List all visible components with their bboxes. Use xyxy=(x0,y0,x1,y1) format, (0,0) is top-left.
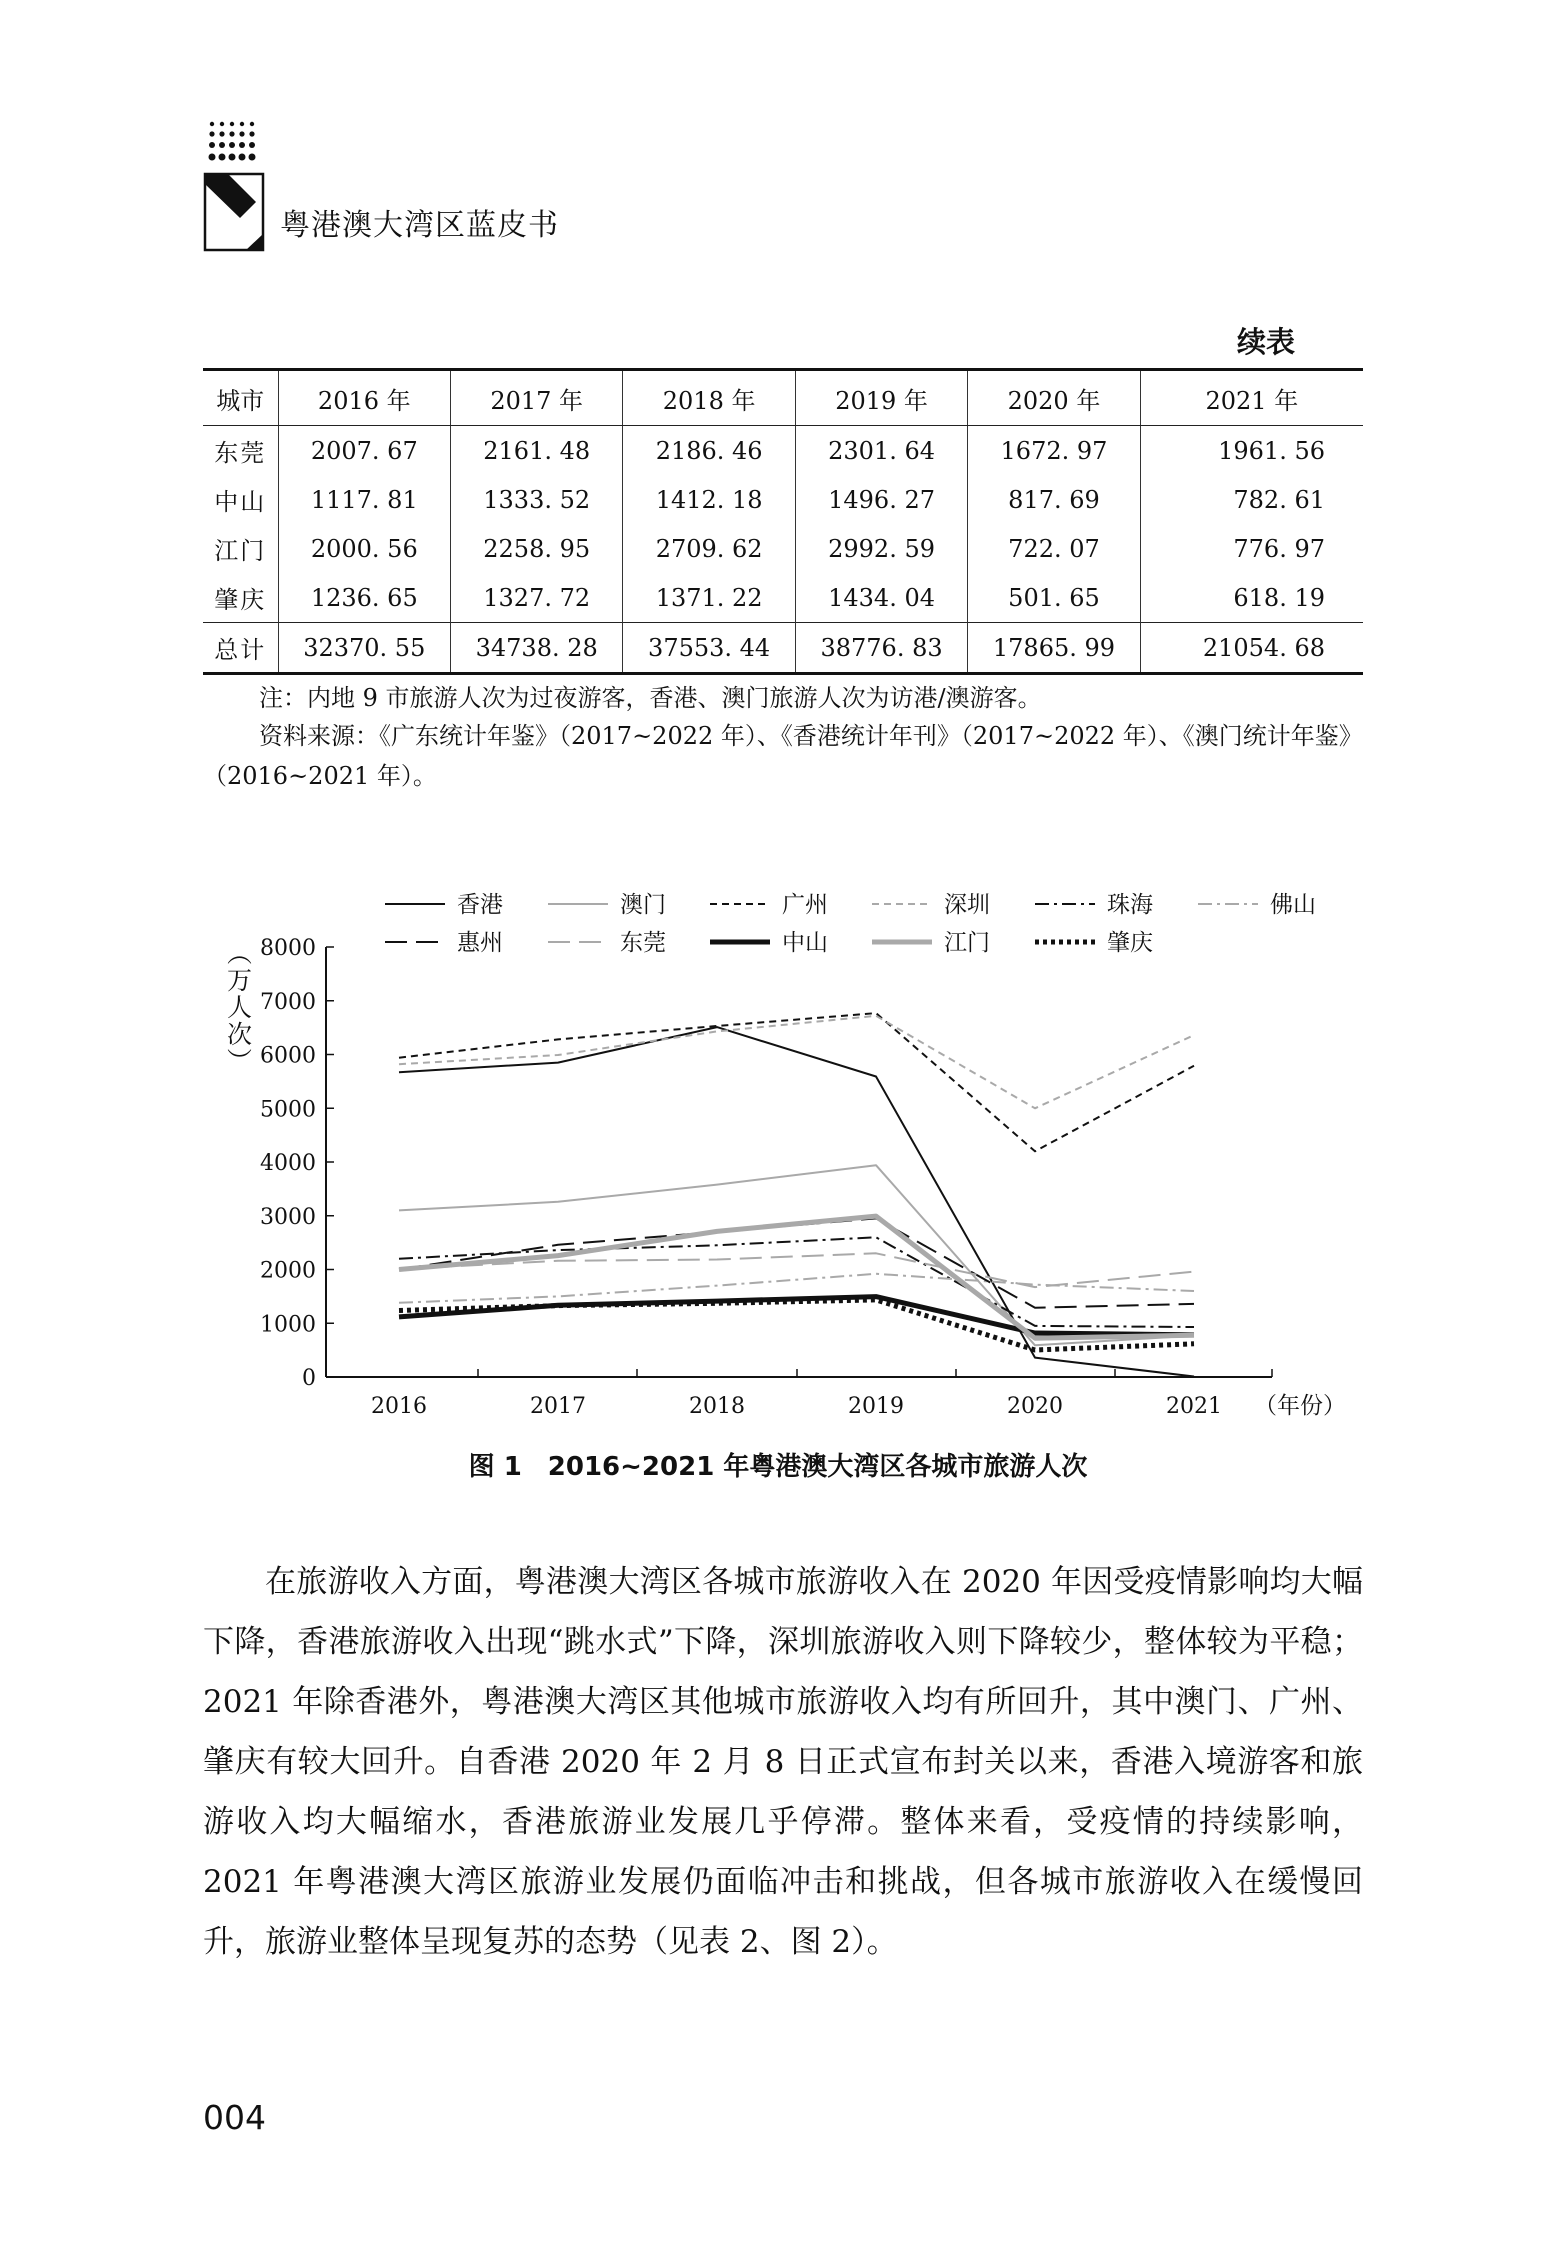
table-cell: 32370. 55 xyxy=(278,623,450,674)
table-cell: 江门 xyxy=(214,537,267,565)
tourism-line-chart xyxy=(200,870,1360,1430)
y-tick-label: 6000 xyxy=(260,1043,316,1069)
table-cell: 1672. 97 xyxy=(968,426,1140,476)
legend-label: 深圳 xyxy=(944,892,990,918)
book-title: 粤港澳大湾区蓝皮书 xyxy=(280,208,559,243)
x-tick-label: 2017 xyxy=(530,1394,586,1419)
table-cell: 2301. 64 xyxy=(795,426,967,476)
y-tick-label: 4000 xyxy=(260,1151,316,1176)
table-cell: 38776. 83 xyxy=(795,623,967,674)
legend-label: 中山 xyxy=(782,930,828,956)
col-header-2016: 2016 年 xyxy=(278,370,450,426)
legend-label: 肇庆 xyxy=(1107,930,1153,956)
y-tick-label: 1000 xyxy=(260,1312,316,1338)
table-cell: 1961. 56 xyxy=(1140,426,1363,476)
table-cell: 37553. 44 xyxy=(623,623,795,674)
legend-label: 珠海 xyxy=(1107,892,1153,918)
x-tick-label: 2021 xyxy=(1166,1394,1222,1419)
legend-label: 惠州 xyxy=(457,930,503,956)
table-cell: 1333. 52 xyxy=(451,475,623,524)
y-tick-label: 3000 xyxy=(260,1204,316,1230)
table-row xyxy=(203,475,1363,524)
y-tick-label: 5000 xyxy=(260,1097,316,1123)
body-paragraph: 在旅游收入方面，粤港澳大湾区各城市旅游收入在 2020 年因受疫情影响均大幅下降，香港旅游收入出现“跳水式”下降，深圳旅游收入则下降较少，整体较为平稳；2021 年除香港外，粤港澳大湾区其他城市旅游收入均有所回升，其中澳门、广州、肇庆有较大回升。自香港 2020 年 2 月 8 日正式宣布封关以来，香港入境游客和旅游收入均大幅缩水，香港旅游业发展几乎停滞。整体来看，受疫情的持续影响，2021 年粤港澳大湾区旅游业发展仍面临冲击和挑战，但各城市旅游收入在缓慢回升，旅游业整体呈现复苏的态势（见表 2、图 2）。 xyxy=(203,1564,1363,1960)
col-header-city: 城市 xyxy=(203,370,278,426)
table-row xyxy=(203,426,1363,476)
page-number: 004 xyxy=(203,2098,266,2137)
legend-label: 东莞 xyxy=(620,930,666,956)
y-tick-label: 8000 xyxy=(260,936,316,961)
series-line-广州 xyxy=(399,1013,1194,1151)
series-line-中山 xyxy=(399,1297,1194,1335)
legend-label: 澳门 xyxy=(620,892,666,918)
table-cell: 1412. 18 xyxy=(623,475,795,524)
x-axis-label: （年份） xyxy=(1254,1393,1346,1419)
table-cell: 817. 69 xyxy=(968,475,1140,524)
x-tick-label: 2019 xyxy=(848,1394,904,1419)
series-line-珠海 xyxy=(399,1237,1194,1327)
table-cell: 总计 xyxy=(203,623,278,674)
legend-label: 佛山 xyxy=(1270,892,1316,918)
table-cell: 1434. 04 xyxy=(795,573,967,623)
table-cell: 2258. 95 xyxy=(451,524,623,573)
series-line-澳门 xyxy=(399,1165,1194,1345)
table-note: 注：内地 9 市旅游人次为过夜游客，香港、澳门旅游人次为访港/澳游客。 xyxy=(259,684,1042,712)
table-continued-label: 续表 xyxy=(1237,325,1296,359)
table-source: 资料来源：《广东统计年鉴》（2017~2022 年）、《香港统计年刊》（2017~2022 年）、《澳门统计年鉴》（2016~2021 年）。 xyxy=(203,722,1363,790)
figure-caption: 图 1 2016~2021 年粤港澳大湾区各城市旅游人次 xyxy=(468,1452,1088,1482)
table-total-row xyxy=(203,623,1363,674)
table-row xyxy=(203,573,1363,623)
table-cell: 782. 61 xyxy=(1140,475,1363,524)
y-axis-label: （万人次） xyxy=(223,940,253,1075)
table-header-row xyxy=(203,370,1363,426)
table-cell: 2186. 46 xyxy=(623,426,795,476)
table-cell: 2992. 59 xyxy=(795,524,967,573)
series-line-深圳 xyxy=(399,1016,1194,1109)
table-cell: 2709. 62 xyxy=(623,524,795,573)
y-tick-label: 0 xyxy=(302,1366,316,1391)
table-cell: 东莞 xyxy=(214,439,267,467)
book-logo-icon xyxy=(200,118,270,258)
y-tick-label: 2000 xyxy=(260,1258,316,1284)
table-cell: 17865. 99 xyxy=(968,623,1140,674)
col-header-2019: 2019 年 xyxy=(795,370,967,426)
series-line-香港 xyxy=(399,1027,1194,1376)
table-cell: 肇庆 xyxy=(214,586,267,614)
table-cell: 722. 07 xyxy=(968,524,1140,573)
table-row xyxy=(203,524,1363,573)
x-tick-label: 2020 xyxy=(1007,1394,1063,1419)
x-tick-label: 2018 xyxy=(689,1394,745,1419)
table-cell: 中山 xyxy=(214,488,267,516)
legend-label: 香港 xyxy=(457,892,503,918)
table-cell: 2007. 67 xyxy=(278,426,450,476)
legend-label: 广州 xyxy=(782,892,828,918)
col-header-2018: 2018 年 xyxy=(623,370,795,426)
table-cell: 2000. 56 xyxy=(278,524,450,573)
table-cell: 1496. 27 xyxy=(795,475,967,524)
col-header-2021: 2021 年 xyxy=(1140,370,1363,426)
table-cell: 1117. 81 xyxy=(278,475,450,524)
table-cell: 776. 97 xyxy=(1140,524,1363,573)
y-tick-label: 7000 xyxy=(260,989,316,1015)
tourism-table xyxy=(203,368,1363,675)
table-cell: 34738. 28 xyxy=(451,623,623,674)
table-cell: 21054. 68 xyxy=(1140,623,1363,674)
series-line-惠州 xyxy=(399,1218,1194,1307)
table-cell: 501. 65 xyxy=(968,573,1140,623)
table-cell: 1236. 65 xyxy=(278,573,450,623)
legend-label: 江门 xyxy=(944,930,990,956)
series-line-江门 xyxy=(399,1216,1194,1338)
table-cell: 618. 19 xyxy=(1140,573,1363,623)
table-cell: 2161. 48 xyxy=(451,426,623,476)
col-header-2017: 2017 年 xyxy=(451,370,623,426)
col-header-2020: 2020 年 xyxy=(968,370,1140,426)
table-cell: 1327. 72 xyxy=(451,573,623,623)
x-tick-label: 2016 xyxy=(371,1394,427,1419)
table-cell: 1371. 22 xyxy=(623,573,795,623)
